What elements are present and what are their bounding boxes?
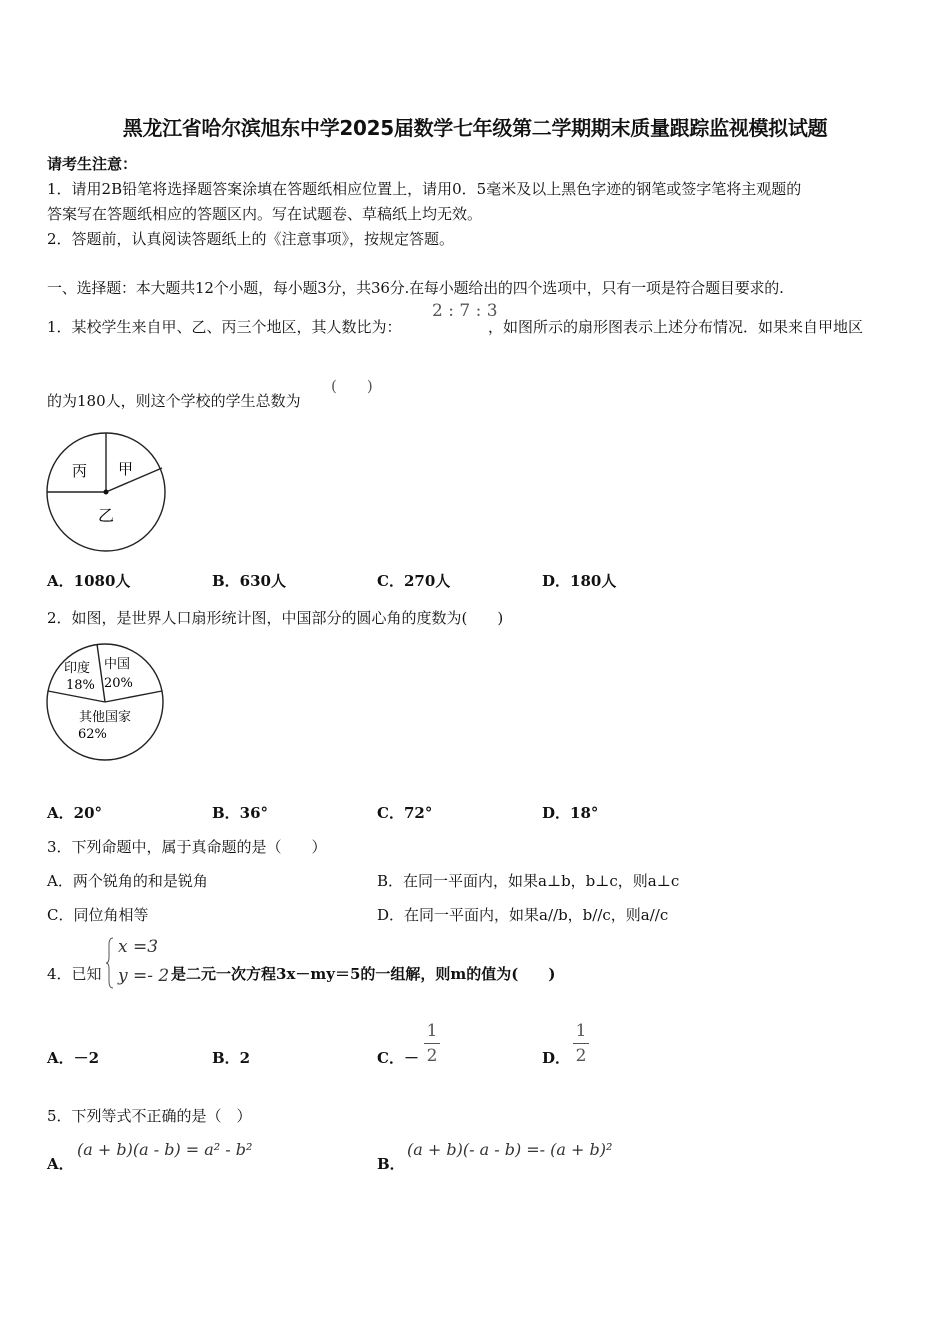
q2-label-india-pct: 18% [66,678,95,693]
q1-option-b[interactable]: B．630人 [212,572,286,590]
q2-option-c[interactable]: C．72° [377,804,433,822]
q4-option-c[interactable]: C．－ [377,1049,419,1067]
q2-pie-divider-right [105,691,162,702]
q1-option-a[interactable]: A．1080人 [47,572,131,590]
q2-pie-divider-top [97,644,105,702]
q3-option-c[interactable]: C．同位角相等 [47,906,149,924]
q4-d-numerator: 1 [575,1021,587,1041]
q1-ratio: 2 : 7 : 3 [432,301,498,321]
q2-label-china-pct: 20% [104,676,133,691]
q2-option-a[interactable]: A．20° [47,804,103,822]
q4-option-a[interactable]: A．－2 [47,1049,100,1067]
q1-stem-c: 的为180人，则这个学校的学生总数为 [47,392,301,410]
q4-option-c-fraction [424,1021,440,1066]
q4-system-eq2: y =- 2 [118,966,170,986]
q4-brace-icon [105,937,115,989]
q4-stem: 是二元一次方程3x－my＝5的一组解，则m的值为( ) [171,965,556,983]
notice-line-1: 1．请用2B铅笔将选择题答案涂填在答题纸相应位置上，请用0．5毫米及以上黑色字迹的钢笔或签字笔将主观题的 [47,180,802,198]
q1-stem-a: 1．某校学生来自甲、乙、丙三个地区，其人数比为： [47,318,402,336]
q4-c-numerator: 1 [426,1021,438,1041]
q1-pie-chart [44,430,169,555]
q5-option-b-expr: (a + b)(- a - b) =- (a + b)² [407,1140,613,1159]
q2-label-india: 印度 [64,661,91,676]
notice-line-2: 答案写在答题纸相应的答题区内。写在试题卷、草稿纸上均无效。 [47,205,483,223]
q5-stem: 5．下列等式不正确的是（ ） [47,1107,252,1125]
q2-stem: 2．如图，是世界人口扇形统计图，中国部分的圆心角的度数为( ) [47,609,504,627]
q2-label-other: 其他国家 [79,710,132,725]
section-heading: 一、选择题：本大题共12个小题，每小题3分，共36分.在每小题给出的四个选项中，只有一项是符合题目要求的. [47,279,784,297]
q4-option-d[interactable]: D． [542,1049,571,1067]
q4-option-b[interactable]: B．2 [212,1049,251,1067]
q1-pie-divider-right [106,468,162,492]
q1-option-c[interactable]: C．270人 [377,572,451,590]
q3-option-a[interactable]: A．两个锐角的和是锐角 [47,872,208,890]
q2-label-china: 中国 [104,657,131,672]
q2-pie-chart [44,641,168,765]
q4-prefix: 4．已知 [47,965,102,983]
q3-option-b[interactable]: B．在同一平面内，如果a⊥b，b⊥c，则a⊥c [377,872,680,890]
q2-label-other-pct: 62% [78,727,107,742]
q3-option-d[interactable]: D．在同一平面内，如果a//b，b//c，则a//c [377,906,669,924]
q2-option-b[interactable]: B．36° [212,804,269,822]
q5-option-b-label[interactable]: B． [377,1155,405,1173]
q1-pie-label-jia: 甲 [118,460,134,478]
q3-stem: 3．下列命题中，属于真命题的是（ ） [47,838,327,856]
q5-option-a-expr: (a + b)(a - b) = a² - b² [77,1140,253,1159]
page-title: 黑龙江省哈尔滨旭东中学2025届数学七年级第二学期期末质量跟踪监视模拟试题 [122,116,828,140]
q2-option-d[interactable]: D．18° [542,804,599,822]
q4-option-d-fraction [573,1021,589,1066]
q4-c-denominator: 2 [426,1046,438,1066]
q4-d-denominator: 2 [575,1046,587,1066]
q4-system-eq1: x =3 [118,937,159,957]
q5-option-a-label[interactable]: A． [47,1155,74,1173]
q1-stem-b: ，如图所示的扇形图表示上述分布情况．如果来自甲地区 [488,318,864,336]
q1-option-d[interactable]: D．180人 [542,572,617,590]
notice-heading: 请考生注意： [47,155,138,173]
q1-pie-label-bing: 丙 [72,462,88,480]
q1-pie-label-yi: 乙 [98,506,115,525]
q1-pie-center [104,490,109,495]
q1-answer-paren: ( ) [331,377,373,395]
notice-line-3: 2．答题前，认真阅读答题纸上的《注意事项》，按规定答题。 [47,230,455,248]
